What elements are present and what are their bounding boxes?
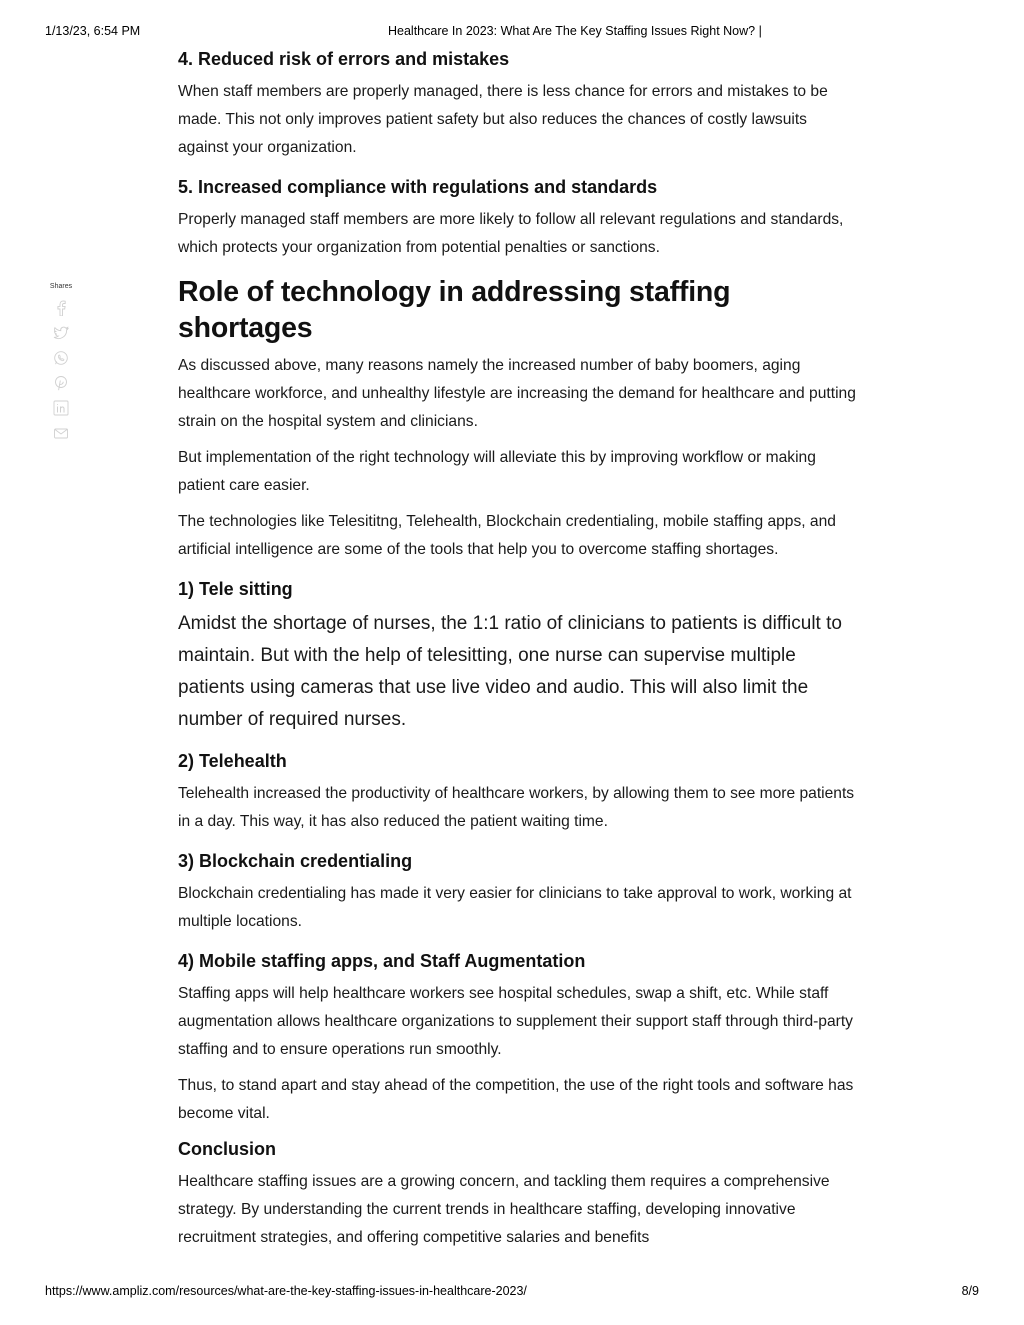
whatsapp-icon[interactable] <box>53 350 69 366</box>
paragraph-tech-implementation: But implementation of the right technology will alleviate this by improving workflow or making patient care easier. <box>178 449 816 494</box>
paragraph-mobile-staffing: Staffing apps will help healthcare workers see hospital schedules, swap a shift, etc. While staff augmentation allows healthcare organizations to supplement their support staff through third-party staffing and to ensure operations run smoothly. <box>178 985 853 1058</box>
share-count-label: Shares <box>49 283 73 290</box>
paragraph-right-tools: Thus, to stand apart and stay ahead of the competition, the use of the right tools and software has become vital. <box>178 1077 854 1122</box>
print-page-title: Healthcare In 2023: What Are The Key Staffing Issues Right Now? | <box>388 24 762 38</box>
subheading-telehealth: 2) Telehealth <box>178 751 287 771</box>
article-body <box>178 46 858 1260</box>
print-datetime: 1/13/23, 6:54 PM <box>45 24 141 38</box>
paragraph-tech-list: The technologies like Telesititng, Telehealth, Blockchain credentialing, mobile staffing apps, and artificial intelligence are some of the tools that help you to overcome staffing shortages. <box>178 513 836 558</box>
print-url: https://www.ampliz.com/resources/what-are-the-key-staffing-issues-in-healthcare-2023/ <box>45 1284 527 1298</box>
subheading-mobile-staffing: 4) Mobile staffing apps, and Staff Augmentation <box>178 951 586 971</box>
section-heading-technology: Role of technology in addressing staffing shortages <box>178 276 731 344</box>
twitter-icon[interactable] <box>53 325 69 341</box>
print-page-number: 8/9 <box>961 1284 979 1298</box>
paragraph-compliance: Properly managed staff members are more likely to follow all relevant regulations and standards, which protects your organization from potential penalties or sanctions. <box>178 211 844 256</box>
subheading-tele-sitting: 1) Tele sitting <box>178 579 293 599</box>
paragraph-blockchain: Blockchain credentialing has made it very easier for clinicians to take approval to work, working at multiple locations. <box>178 885 852 930</box>
paragraph-telehealth: Telehealth increased the productivity of healthcare workers, by allowing them to see more patients in a day. This way, it has also reduced the patient waiting time. <box>178 785 855 830</box>
facebook-icon[interactable] <box>53 300 69 316</box>
section-heading-reduced-errors: 4. Reduced risk of errors and mistakes <box>178 49 510 69</box>
paragraph-tele-sitting: Amidst the shortage of nurses, the 1:1 ratio of clinicians to patients is difficult to maintain. But with the help of telesitting, one nurse can supervise multiple patients using cameras that use live video and audio. This will also limit the number of required nurses. <box>178 613 842 730</box>
paragraph-conclusion: Healthcare staffing issues are a growing concern, and tackling them requires a comprehensive strategy. By understanding the current trends in healthcare staffing, developing innovative recruitment strategies, and offering competitive salaries and benefits <box>178 1173 830 1246</box>
pinterest-icon[interactable] <box>53 375 69 391</box>
share-bar <box>44 283 78 450</box>
subheading-blockchain: 3) Blockchain credentialing <box>178 851 413 871</box>
print-footer <box>0 1284 1024 1304</box>
email-icon[interactable] <box>53 425 69 441</box>
section-heading-compliance: 5. Increased compliance with regulations and standards <box>178 177 658 197</box>
subheading-conclusion: Conclusion <box>178 1139 276 1159</box>
print-header <box>0 24 1024 44</box>
paragraph-tech-intro: As discussed above, many reasons namely the increased number of baby boomers, aging healthcare workforce, and unhealthy lifestyle are increasing the demand for healthcare and putting strain on the hospital system and clinicians. <box>178 357 856 430</box>
paragraph-reduced-errors: When staff members are properly managed, there is less chance for errors and mistakes to be made. This not only improves patient safety but also reduces the chances of costly lawsuits against your organization. <box>178 83 828 156</box>
linkedin-icon[interactable] <box>53 400 69 416</box>
